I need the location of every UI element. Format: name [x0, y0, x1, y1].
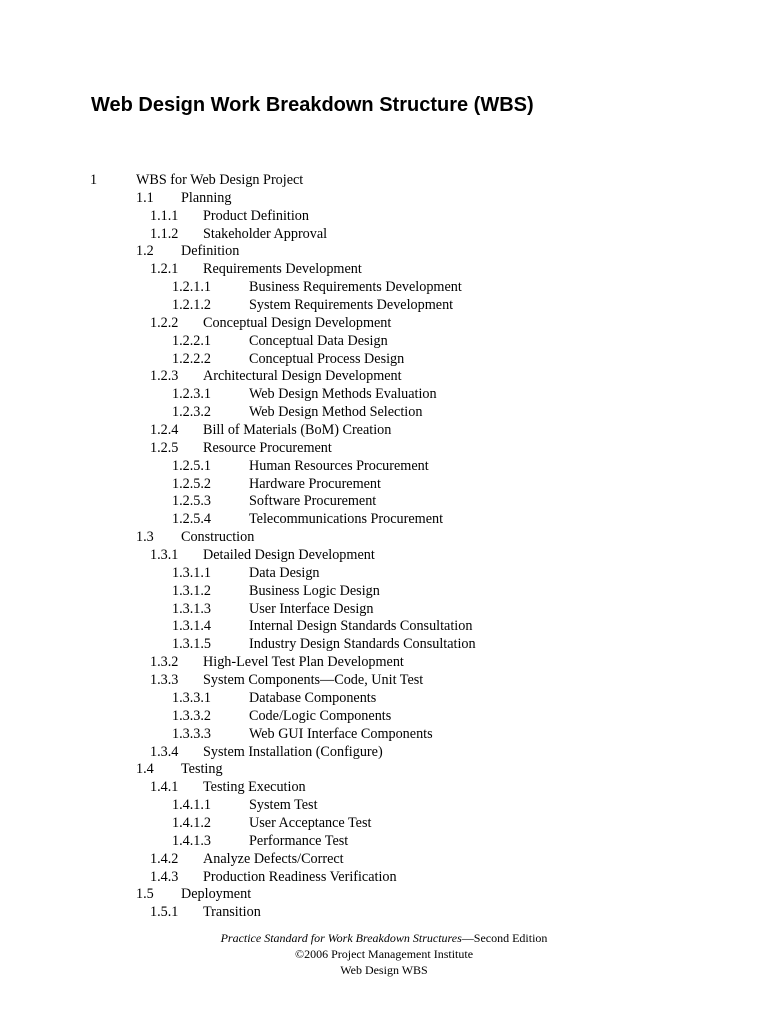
- wbs-item-label: Business Requirements Development: [249, 279, 462, 296]
- wbs-item: [0, 315, 768, 333]
- wbs-item: [0, 333, 768, 351]
- wbs-item: [0, 297, 768, 315]
- wbs-item: [0, 422, 768, 440]
- wbs-item-number: 1.2.1.2: [172, 297, 212, 314]
- wbs-item-label: Data Design: [249, 564, 320, 581]
- wbs-item: [0, 744, 768, 762]
- footer-source-title: Practice Standard for Work Breakdown Structures: [220, 931, 462, 945]
- wbs-item-label: Industry Design Standards Consultation: [249, 636, 476, 653]
- wbs-item: [0, 208, 768, 226]
- wbs-item: [0, 904, 768, 922]
- wbs-item-number: 1.2.5.3: [172, 493, 212, 510]
- wbs-item-label: Deployment: [181, 886, 252, 903]
- wbs-item-label: Telecommunications Procurement: [249, 511, 444, 528]
- wbs-item-number: 1.2.5.1: [172, 457, 212, 474]
- wbs-item-label: High-Level Test Plan Development: [203, 654, 404, 671]
- wbs-item: [0, 226, 768, 244]
- footer-edition: —Second Edition: [461, 931, 548, 945]
- wbs-item: [0, 511, 768, 529]
- wbs-item-label: Human Resources Procurement: [249, 457, 429, 474]
- wbs-item-label: Conceptual Data Design: [249, 332, 388, 349]
- wbs-item-number: 1.2.3.1: [172, 386, 212, 403]
- wbs-item-label: Production Readiness Verification: [203, 868, 397, 885]
- wbs-item: [0, 797, 768, 815]
- wbs-item: [0, 351, 768, 369]
- wbs-item-label: Product Definition: [203, 207, 309, 224]
- wbs-item-label: Construction: [181, 529, 255, 546]
- wbs-item: [0, 851, 768, 869]
- wbs-item: [0, 708, 768, 726]
- wbs-item-number: 1.3.1.4: [172, 618, 212, 635]
- wbs-item-number: 1.2.5.4: [172, 511, 212, 528]
- wbs-item-number: 1.2.2.2: [172, 350, 212, 367]
- wbs-item-label: System Requirements Development: [249, 297, 454, 314]
- wbs-item: [0, 726, 768, 744]
- footer-caption: Web Design WBS: [340, 963, 428, 977]
- wbs-item: [0, 529, 768, 547]
- wbs-item: [0, 190, 768, 208]
- wbs-item-number: 1.3.3.3: [172, 725, 212, 742]
- wbs-item: [0, 547, 768, 565]
- wbs-item-label: Testing Execution: [203, 779, 306, 796]
- wbs-item: [0, 476, 768, 494]
- wbs-item-number: 1.3.3.2: [172, 707, 212, 724]
- wbs-item-label: Planning: [181, 189, 232, 206]
- wbs-item-label: User Interface Design: [249, 600, 374, 617]
- wbs-item-label: WBS for Web Design Project: [136, 172, 304, 188]
- wbs-item: [0, 815, 768, 833]
- wbs-item-number: 1.4: [136, 761, 154, 778]
- wbs-item-label: Performance Test: [249, 832, 349, 849]
- wbs-item: [0, 440, 768, 458]
- wbs-item-number: 1.3.1.3: [172, 600, 212, 617]
- wbs-item-number: 1.4.1.3: [172, 832, 212, 849]
- wbs-item-label: Testing: [181, 761, 223, 778]
- wbs-item: [0, 172, 768, 190]
- wbs-item-label: Software Procurement: [249, 493, 377, 510]
- wbs-item: [0, 761, 768, 779]
- wbs-item-number: 1.5.1: [150, 904, 179, 921]
- wbs-item-label: User Acceptance Test: [249, 814, 372, 831]
- wbs-item: [0, 886, 768, 904]
- wbs-item-label: Bill of Materials (BoM) Creation: [203, 422, 392, 439]
- wbs-item-number: 1.2.4: [150, 422, 179, 439]
- wbs-item-number: 1.2.2.1: [172, 332, 212, 349]
- page-footer: [0, 930, 768, 978]
- wbs-item: [0, 672, 768, 690]
- wbs-item-label: Stakeholder Approval: [203, 225, 328, 242]
- wbs-item-number: 1.4.1.1: [172, 797, 212, 814]
- wbs-item-label: Requirements Development: [203, 261, 362, 278]
- wbs-item-number: 1.3.1: [150, 547, 179, 564]
- wbs-item-number: 1.5: [136, 886, 154, 903]
- wbs-item-number: 1.2.1: [150, 261, 179, 278]
- wbs-item: [0, 690, 768, 708]
- wbs-item-number: 1.3.1.1: [172, 564, 212, 581]
- wbs-item-label: Transition: [203, 904, 261, 921]
- wbs-item-label: Database Components: [249, 689, 377, 706]
- wbs-item-label: Web Design Method Selection: [249, 404, 423, 421]
- wbs-list: [0, 172, 768, 922]
- wbs-item-label: Business Logic Design: [249, 582, 380, 599]
- wbs-item-number: 1: [90, 172, 98, 188]
- wbs-item: [0, 779, 768, 797]
- wbs-item-number: 1.1: [136, 189, 154, 206]
- wbs-item: [0, 404, 768, 422]
- wbs-item: [0, 833, 768, 851]
- wbs-item: [0, 279, 768, 297]
- wbs-item-number: 1.2.1.1: [172, 279, 212, 296]
- wbs-item-label: Detailed Design Development: [203, 547, 375, 564]
- page-title: Web Design Work Breakdown Structure (WBS): [91, 94, 534, 116]
- wbs-item-label: Conceptual Process Design: [249, 350, 405, 367]
- wbs-item: [0, 869, 768, 887]
- wbs-item: [0, 636, 768, 654]
- wbs-item-number: 1.2.3.2: [172, 404, 212, 421]
- wbs-item-label: System Test: [249, 797, 318, 814]
- wbs-item-number: 1.4.2: [150, 850, 179, 867]
- wbs-item-number: 1.3.3.1: [172, 689, 212, 706]
- wbs-item-number: 1.4.1.2: [172, 814, 212, 831]
- wbs-item-label: Web Design Methods Evaluation: [249, 386, 437, 403]
- wbs-item: [0, 458, 768, 476]
- wbs-item-number: 1.3.1.2: [172, 582, 212, 599]
- wbs-item-label: Conceptual Design Development: [203, 314, 392, 331]
- wbs-item-label: System Components—Code, Unit Test: [203, 672, 424, 689]
- footer-source-line: [0, 930, 768, 946]
- wbs-item-label: System Installation (Configure): [203, 743, 383, 760]
- wbs-item: [0, 565, 768, 583]
- wbs-item: [0, 618, 768, 636]
- wbs-item-number: 1.4.3: [150, 868, 179, 885]
- wbs-item: [0, 261, 768, 279]
- wbs-item: [0, 386, 768, 404]
- wbs-item-number: 1.2.5.2: [172, 475, 212, 492]
- wbs-item-number: 1.3: [136, 529, 154, 546]
- wbs-item-number: 1.1.1: [150, 207, 179, 224]
- wbs-item-label: Resource Procurement: [203, 439, 332, 456]
- wbs-item-label: Definition: [181, 243, 240, 260]
- wbs-item-number: 1.1.2: [150, 225, 179, 242]
- wbs-item: [0, 583, 768, 601]
- wbs-item: [0, 601, 768, 619]
- wbs-item-number: 1.3.2: [150, 654, 179, 671]
- wbs-item-label: Architectural Design Development: [203, 368, 402, 385]
- wbs-item-label: Internal Design Standards Consultation: [249, 618, 473, 635]
- wbs-item-number: 1.3.1.5: [172, 636, 212, 653]
- wbs-item-number: 1.3.3: [150, 672, 179, 689]
- wbs-item-number: 1.2.5: [150, 439, 179, 456]
- wbs-item: [0, 243, 768, 261]
- wbs-item-label: Analyze Defects/Correct: [203, 850, 344, 867]
- wbs-item-number: 1.2.2: [150, 314, 179, 331]
- wbs-item-number: 1.2.3: [150, 368, 179, 385]
- wbs-item: [0, 654, 768, 672]
- wbs-item-number: 1.4.1: [150, 779, 179, 796]
- wbs-item: [0, 368, 768, 386]
- wbs-item: [0, 493, 768, 511]
- wbs-item-number: 1.3.4: [150, 743, 179, 760]
- wbs-item-label: Hardware Procurement: [249, 475, 381, 492]
- wbs-item-number: 1.2: [136, 243, 154, 260]
- wbs-item-label: Code/Logic Components: [249, 707, 392, 724]
- footer-copyright: ©2006 Project Management Institute: [294, 947, 474, 961]
- wbs-item-label: Web GUI Interface Components: [249, 725, 433, 742]
